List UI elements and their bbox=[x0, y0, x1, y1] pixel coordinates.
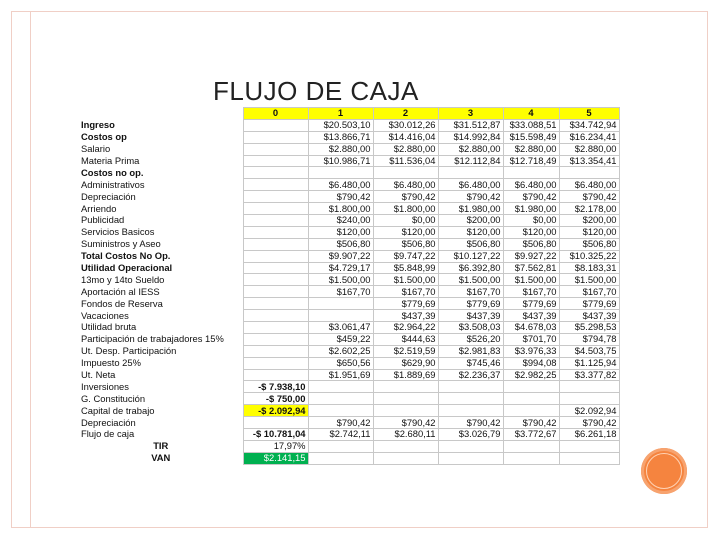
value-cell: $33.088,51 bbox=[503, 119, 559, 131]
value-cell: $2.880,00 bbox=[308, 143, 373, 155]
value-cell: $5.848,99 bbox=[373, 262, 438, 274]
column-header: 1 bbox=[308, 108, 373, 120]
table-row bbox=[80, 345, 619, 357]
van-label: VAN bbox=[151, 452, 171, 464]
table-row bbox=[80, 226, 619, 238]
value-cell: $120,00 bbox=[438, 226, 503, 238]
value-cell bbox=[308, 298, 373, 310]
value-cell bbox=[243, 286, 308, 298]
row-label: Vacaciones bbox=[81, 309, 129, 321]
table-row bbox=[80, 191, 619, 203]
value-cell bbox=[438, 393, 503, 405]
column-header: 2 bbox=[373, 108, 438, 120]
value-cell: $437,39 bbox=[559, 310, 619, 322]
row-label: Suministros y Aseo bbox=[81, 238, 161, 250]
value-cell: $200,00 bbox=[438, 215, 503, 227]
value-cell: $12.718,49 bbox=[503, 155, 559, 167]
value-cell: $0,00 bbox=[373, 215, 438, 227]
value-cell bbox=[243, 191, 308, 203]
empty-cell bbox=[308, 440, 373, 452]
table-row bbox=[80, 250, 619, 262]
value-cell: $790,42 bbox=[503, 191, 559, 203]
value-cell: $2.602,25 bbox=[308, 345, 373, 357]
value-cell: $3.976,33 bbox=[503, 345, 559, 357]
table-row bbox=[80, 381, 619, 393]
row-label: Ut. Desp. Participación bbox=[81, 345, 177, 357]
value-cell: $15.598,49 bbox=[503, 131, 559, 143]
value-cell bbox=[243, 167, 308, 179]
table-row bbox=[80, 405, 619, 417]
value-cell: $9.927,22 bbox=[503, 250, 559, 262]
value-cell: $6.392,80 bbox=[438, 262, 503, 274]
value-cell bbox=[243, 238, 308, 250]
value-cell bbox=[243, 310, 308, 322]
value-cell bbox=[308, 167, 373, 179]
value-cell: $3.508,03 bbox=[438, 322, 503, 334]
row-label: Inversiones bbox=[81, 380, 129, 392]
row-label: Depreciación bbox=[81, 190, 136, 202]
row-label: Administrativos bbox=[81, 178, 145, 190]
value-cell: $2.981,83 bbox=[438, 345, 503, 357]
table-row bbox=[80, 179, 619, 191]
value-cell: $745,46 bbox=[438, 357, 503, 369]
row-label: Depreciación bbox=[81, 416, 136, 428]
row-label: Materia Prima bbox=[81, 155, 140, 166]
value-cell: $14.992,84 bbox=[438, 131, 503, 143]
value-cell: $1.500,00 bbox=[308, 274, 373, 286]
value-cell: $1.800,00 bbox=[308, 203, 373, 215]
value-cell bbox=[308, 310, 373, 322]
row-label: Ut. Neta bbox=[81, 369, 116, 381]
value-cell bbox=[503, 405, 559, 417]
value-cell: $506,80 bbox=[438, 238, 503, 250]
value-cell: $3.377,82 bbox=[559, 369, 619, 381]
value-cell: $790,42 bbox=[373, 417, 438, 429]
value-cell: $7.562,81 bbox=[503, 262, 559, 274]
value-cell: $1.500,00 bbox=[373, 274, 438, 286]
cash-flow-table bbox=[80, 107, 620, 465]
value-cell: $629,90 bbox=[373, 357, 438, 369]
value-cell: $1.951,69 bbox=[308, 369, 373, 381]
value-cell bbox=[503, 393, 559, 405]
table-row bbox=[80, 119, 619, 131]
row-label: Arriendo bbox=[81, 202, 117, 214]
value-cell: $1.125,94 bbox=[559, 357, 619, 369]
value-cell: $10.325,22 bbox=[559, 250, 619, 262]
value-cell: $3.061,47 bbox=[308, 322, 373, 334]
value-cell: $437,39 bbox=[373, 310, 438, 322]
value-cell bbox=[243, 262, 308, 274]
header-row bbox=[80, 108, 619, 120]
column-header: 4 bbox=[503, 108, 559, 120]
empty-cell bbox=[438, 440, 503, 452]
value-cell: $167,70 bbox=[308, 286, 373, 298]
row-label: G. Constitución bbox=[81, 392, 146, 404]
value-cell: $3.026,79 bbox=[438, 429, 503, 441]
value-cell: $167,70 bbox=[438, 286, 503, 298]
value-cell: $1.500,00 bbox=[438, 274, 503, 286]
value-cell: $30.012,26 bbox=[373, 119, 438, 131]
row-label: Costos no op. bbox=[81, 166, 144, 178]
table-row bbox=[80, 155, 619, 167]
value-cell: $790,42 bbox=[308, 191, 373, 203]
value-cell bbox=[243, 155, 308, 167]
value-cell bbox=[243, 357, 308, 369]
value-cell: $13.866,71 bbox=[308, 131, 373, 143]
value-cell bbox=[503, 381, 559, 393]
value-cell: $4.503,75 bbox=[559, 345, 619, 357]
table-row bbox=[80, 369, 619, 381]
value-cell bbox=[243, 345, 308, 357]
value-cell: $790,42 bbox=[559, 417, 619, 429]
row-label: Total Costos No Op. bbox=[81, 250, 171, 262]
table-row bbox=[80, 262, 619, 274]
row-label: Flujo de caja bbox=[81, 428, 135, 440]
value-cell: $779,69 bbox=[438, 298, 503, 310]
value-cell: $2.964,22 bbox=[373, 322, 438, 334]
value-cell: $0,00 bbox=[503, 215, 559, 227]
row-label: Salario bbox=[81, 143, 111, 155]
value-cell: $2.880,00 bbox=[503, 143, 559, 155]
value-cell: $6.480,00 bbox=[308, 179, 373, 191]
value-cell: $10.986,71 bbox=[308, 155, 373, 167]
value-cell: $459,22 bbox=[308, 333, 373, 345]
column-header: 3 bbox=[438, 108, 503, 120]
table-row bbox=[80, 429, 619, 441]
value-cell: -$ 2.092,94 bbox=[243, 405, 308, 417]
value-cell: $790,42 bbox=[559, 191, 619, 203]
tir-row bbox=[80, 440, 619, 452]
value-cell bbox=[243, 119, 308, 131]
slide-title: FLUJO DE CAJA bbox=[213, 76, 419, 106]
table-row bbox=[80, 298, 619, 310]
value-cell: $2.519,59 bbox=[373, 345, 438, 357]
value-cell: -$ 7.938,10 bbox=[243, 381, 308, 393]
value-cell bbox=[559, 393, 619, 405]
value-cell: -$ 750,00 bbox=[243, 393, 308, 405]
row-label: 13mo y 14to Sueldo bbox=[81, 273, 165, 285]
value-cell bbox=[373, 393, 438, 405]
value-cell bbox=[438, 381, 503, 393]
empty-cell bbox=[438, 452, 503, 464]
value-cell: $2.092,94 bbox=[559, 405, 619, 417]
value-cell: $5.298,53 bbox=[559, 322, 619, 334]
value-cell bbox=[243, 298, 308, 310]
table-row bbox=[80, 286, 619, 298]
value-cell bbox=[243, 322, 308, 334]
row-label: Participación de trabajadores 15% bbox=[81, 333, 224, 345]
value-cell: $2.880,00 bbox=[438, 143, 503, 155]
value-cell: $16.234,41 bbox=[559, 131, 619, 143]
tir-label: TIR bbox=[153, 440, 169, 452]
value-cell: $2.742,11 bbox=[308, 429, 373, 441]
value-cell: $2.880,00 bbox=[373, 143, 438, 155]
row-label: Ingreso bbox=[81, 119, 115, 131]
value-cell: $13.354,41 bbox=[559, 155, 619, 167]
empty-cell bbox=[308, 452, 373, 464]
row-label: Impuesto 25% bbox=[81, 357, 141, 369]
value-cell: $506,80 bbox=[559, 238, 619, 250]
value-cell: $12.112,84 bbox=[438, 155, 503, 167]
value-cell: $444,63 bbox=[373, 333, 438, 345]
table-row bbox=[80, 357, 619, 369]
value-cell: $790,42 bbox=[503, 417, 559, 429]
value-cell bbox=[243, 143, 308, 155]
value-cell bbox=[308, 405, 373, 417]
value-cell: $790,42 bbox=[308, 417, 373, 429]
value-cell bbox=[308, 381, 373, 393]
table-row bbox=[80, 238, 619, 250]
value-cell: $167,70 bbox=[503, 286, 559, 298]
value-cell: $790,42 bbox=[373, 191, 438, 203]
value-cell: $167,70 bbox=[373, 286, 438, 298]
value-cell bbox=[243, 226, 308, 238]
column-header: 0 bbox=[243, 108, 308, 120]
value-cell: $506,80 bbox=[373, 238, 438, 250]
value-cell bbox=[243, 250, 308, 262]
value-cell: $701,70 bbox=[503, 333, 559, 345]
value-cell: $2.680,11 bbox=[373, 429, 438, 441]
tir-value: 17,97% bbox=[243, 440, 308, 452]
value-cell: $437,39 bbox=[438, 310, 503, 322]
empty-cell bbox=[503, 452, 559, 464]
value-cell: $14.416,04 bbox=[373, 131, 438, 143]
value-cell: $120,00 bbox=[308, 226, 373, 238]
row-label: Costos op bbox=[81, 131, 127, 143]
table-row bbox=[80, 322, 619, 334]
value-cell: $6.261,18 bbox=[559, 429, 619, 441]
value-cell: $200,00 bbox=[559, 215, 619, 227]
table-row bbox=[80, 143, 619, 155]
value-cell bbox=[243, 274, 308, 286]
row-label: Utilidad bruta bbox=[81, 321, 137, 333]
row-label: Fondos de Reserva bbox=[81, 297, 163, 309]
value-cell: $790,42 bbox=[438, 417, 503, 429]
value-cell: $2.178,00 bbox=[559, 203, 619, 215]
table-row bbox=[80, 333, 619, 345]
value-cell: $31.512,87 bbox=[438, 119, 503, 131]
value-cell: $4.729,17 bbox=[308, 262, 373, 274]
value-cell: $11.536,04 bbox=[373, 155, 438, 167]
row-label: Publicidad bbox=[81, 214, 125, 226]
value-cell: $6.480,00 bbox=[559, 179, 619, 191]
row-label: Utilidad Operacional bbox=[81, 262, 173, 274]
table-row bbox=[80, 274, 619, 286]
value-cell: $994,08 bbox=[503, 357, 559, 369]
value-cell: $779,69 bbox=[503, 298, 559, 310]
value-cell: $6.480,00 bbox=[373, 179, 438, 191]
value-cell: $8.183,31 bbox=[559, 262, 619, 274]
decorative-circle bbox=[641, 448, 687, 494]
value-cell bbox=[243, 179, 308, 191]
value-cell: -$ 10.781,04 bbox=[243, 429, 308, 441]
value-cell: $779,69 bbox=[559, 298, 619, 310]
value-cell: $9.907,22 bbox=[308, 250, 373, 262]
value-cell: $526,20 bbox=[438, 333, 503, 345]
empty-cell bbox=[373, 440, 438, 452]
value-cell: $650,56 bbox=[308, 357, 373, 369]
value-cell: $1.980,00 bbox=[438, 203, 503, 215]
empty-cell bbox=[373, 452, 438, 464]
value-cell bbox=[243, 203, 308, 215]
value-cell: $794,78 bbox=[559, 333, 619, 345]
table-row bbox=[80, 131, 619, 143]
value-cell bbox=[438, 167, 503, 179]
value-cell: $20.503,10 bbox=[308, 119, 373, 131]
value-cell: $120,00 bbox=[373, 226, 438, 238]
slide-margin-line bbox=[30, 11, 31, 528]
column-header: 5 bbox=[559, 108, 619, 120]
empty-cell bbox=[559, 440, 619, 452]
value-cell bbox=[373, 381, 438, 393]
value-cell: $4.678,03 bbox=[503, 322, 559, 334]
table-row bbox=[80, 215, 619, 227]
van-row bbox=[80, 452, 619, 464]
header-blank bbox=[80, 108, 243, 120]
row-label: Aportación al IESS bbox=[81, 285, 160, 297]
value-cell: $120,00 bbox=[559, 226, 619, 238]
table-row bbox=[80, 310, 619, 322]
value-cell: $9.747,22 bbox=[373, 250, 438, 262]
value-cell bbox=[438, 405, 503, 417]
value-cell: $240,00 bbox=[308, 215, 373, 227]
value-cell: $10.127,22 bbox=[438, 250, 503, 262]
value-cell: $3.772,67 bbox=[503, 429, 559, 441]
table-row bbox=[80, 203, 619, 215]
value-cell: $506,80 bbox=[308, 238, 373, 250]
table-row bbox=[80, 417, 619, 429]
value-cell bbox=[373, 405, 438, 417]
value-cell: $6.480,00 bbox=[438, 179, 503, 191]
value-cell bbox=[559, 381, 619, 393]
value-cell bbox=[308, 393, 373, 405]
value-cell: $120,00 bbox=[503, 226, 559, 238]
value-cell: $437,39 bbox=[503, 310, 559, 322]
value-cell bbox=[559, 167, 619, 179]
value-cell: $1.500,00 bbox=[503, 274, 559, 286]
value-cell bbox=[243, 333, 308, 345]
value-cell bbox=[243, 417, 308, 429]
row-label: Capital de trabajo bbox=[81, 404, 155, 416]
value-cell bbox=[243, 215, 308, 227]
value-cell: $2.880,00 bbox=[559, 143, 619, 155]
empty-cell bbox=[503, 440, 559, 452]
value-cell: $1.980,00 bbox=[503, 203, 559, 215]
value-cell bbox=[243, 369, 308, 381]
table-row bbox=[80, 167, 619, 179]
value-cell: $790,42 bbox=[438, 191, 503, 203]
value-cell bbox=[243, 131, 308, 143]
value-cell: $1.800,00 bbox=[373, 203, 438, 215]
value-cell bbox=[373, 167, 438, 179]
value-cell: $1.500,00 bbox=[559, 274, 619, 286]
value-cell: $779,69 bbox=[373, 298, 438, 310]
van-value: $2.141,15 bbox=[243, 452, 308, 464]
row-label: Servicios Basicos bbox=[81, 226, 155, 238]
value-cell: $167,70 bbox=[559, 286, 619, 298]
value-cell: $2.982,25 bbox=[503, 369, 559, 381]
table-row bbox=[80, 393, 619, 405]
value-cell: $2.236,37 bbox=[438, 369, 503, 381]
empty-cell bbox=[559, 452, 619, 464]
value-cell: $6.480,00 bbox=[503, 179, 559, 191]
value-cell bbox=[503, 167, 559, 179]
value-cell: $34.742,94 bbox=[559, 119, 619, 131]
value-cell: $506,80 bbox=[503, 238, 559, 250]
value-cell: $1.889,69 bbox=[373, 369, 438, 381]
